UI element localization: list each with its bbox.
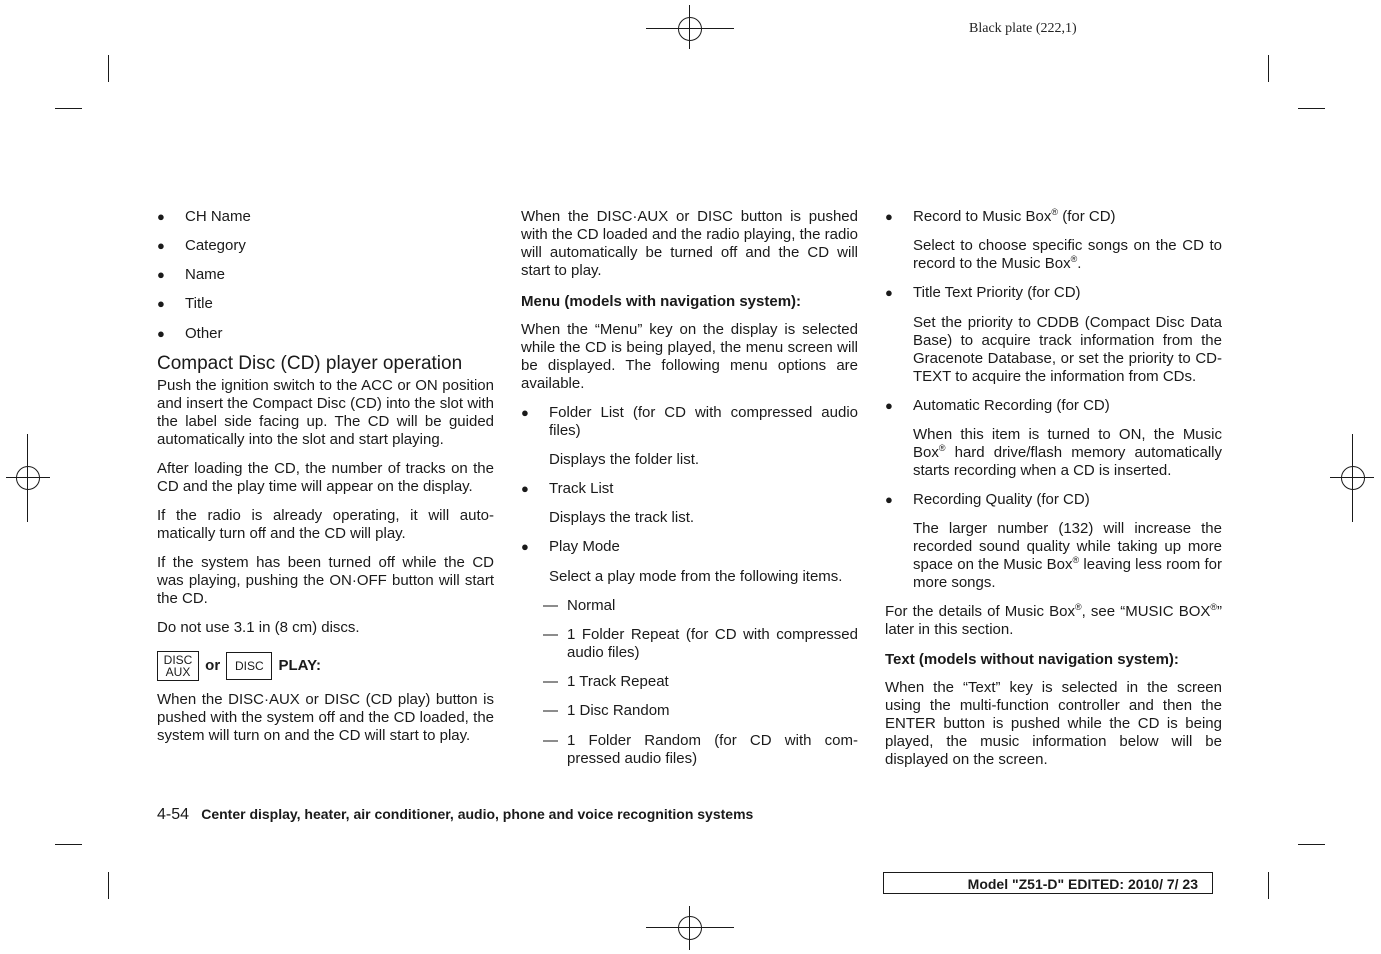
bullet-description: The larger number (132) will increase the recorded sound quality while taking up more space on the Music Box® leaving less room for more songs. xyxy=(913,520,1222,591)
disc-button-icon: DISC xyxy=(226,652,272,680)
page-number: 4-54 xyxy=(157,806,190,823)
paragraph: Push the ignition switch to the ACC or ON position and insert the Compact Disc (CD) into the slot with the label side facing up. The CD will be guided automatically into the slot and start playing. xyxy=(157,377,494,448)
page-footer xyxy=(157,806,753,824)
bullet-item: ● Play Mode xyxy=(521,538,620,555)
paragraph: If the system has been turned off while the CD was playing, pushing the ON·OFF button will start the CD. xyxy=(157,554,494,607)
bullet-description: Set the priority to CDDB (Compact Disc Data Base) to acquire track information from the Gracenote Database, or set the priority to CD-TEXT to acquire the information from CDs. xyxy=(913,314,1222,385)
model-edit-box: Model "Z51-D" EDITED: 2010/ 7/ 23 xyxy=(883,872,1213,894)
bullet-item: ● Other xyxy=(157,325,223,342)
bullet-item: ● Track List xyxy=(521,480,614,497)
dash-item: — 1 Disc Random xyxy=(543,702,670,719)
bullet-item: ● Title xyxy=(157,295,213,312)
section-title: Compact Disc (CD) player operation xyxy=(157,353,463,374)
paragraph: When the DISC·AUX or DISC button is pushed with the CD loaded and the radio playing, the radio will automatically be turned off and the CD will start to play. xyxy=(521,208,858,279)
bullet-item: ● Automatic Recording (for CD) xyxy=(885,397,1110,414)
paragraph: For the details of Music Box®, see “MUSIC BOX®” later in this section. xyxy=(885,602,1223,638)
disc-aux-button-icon: DISC AUX xyxy=(157,651,199,681)
paragraph: Do not use 3.1 in (8 cm) discs. xyxy=(157,619,360,636)
menu-heading: Menu (models with navigation system): xyxy=(521,293,802,310)
bullet-description: Select a play mode from the following items. xyxy=(549,568,843,585)
plate-label: Black plate (222,1) xyxy=(969,21,1077,36)
bullet-item: ● Title Text Priority (for CD) xyxy=(885,284,1081,301)
bullet-description: Displays the folder list. xyxy=(549,451,700,468)
bullet-item: ● Record to Music Box® (for CD) xyxy=(885,207,1116,225)
bullet-item: ● CH Name xyxy=(157,208,251,225)
paragraph: When the DISC·AUX or DISC (CD play) button is pushed with the system off and the CD loaded, the system will turn on and the CD will start to play. xyxy=(157,691,494,744)
bullet-item: ● Category xyxy=(157,237,246,254)
dash-item: — 1 Folder Random (for CD with com- pressed audio files) xyxy=(543,732,858,767)
play-heading: DISC AUX or DISC PLAY: xyxy=(157,651,494,681)
dash-item: — Normal xyxy=(543,597,616,614)
column-2 xyxy=(521,208,858,768)
dash-item: — 1 Track Repeat xyxy=(543,673,669,690)
text-heading: Text (models without navigation system): xyxy=(885,651,1179,668)
paragraph: When the “Menu” key on the display is selected while the CD is being played, the menu screen will be displayed. The following menu options are available. xyxy=(521,321,858,392)
bullet-item: ● Name xyxy=(157,266,226,283)
paragraph: After loading the CD, the number of tracks on the CD and the play time will appear on the display. xyxy=(157,460,494,495)
bullet-item: ● Folder List (for CD with compressed audio files) xyxy=(521,404,858,439)
paragraph: If the radio is already operating, it will auto- matically turn off and the CD will play. xyxy=(157,507,494,542)
bullet-item: ● Recording Quality (for CD) xyxy=(885,491,1090,508)
column-3 xyxy=(885,208,1222,769)
dash-item: — 1 Folder Repeat (for CD with compressed audio files) xyxy=(543,626,858,661)
bullet-description: Displays the track list. xyxy=(549,509,695,526)
paragraph: When the “Text” key is selected in the screen using the multi-function controller and then the ENTER button is pushed while the CD is being played, the music information below will be displayed on the screen. xyxy=(885,679,1222,768)
bullet-description: Select to choose specific songs on the CD to record to the Music Box®. xyxy=(913,237,1222,272)
bullet-description: When this item is turned to ON, the Music Box® hard drive/flash memory automatically starts recording when a CD is inserted. xyxy=(913,426,1222,479)
chapter-title: Center display, heater, air conditioner, audio, phone and voice recognition systems xyxy=(201,806,754,822)
column-1 xyxy=(157,208,494,745)
